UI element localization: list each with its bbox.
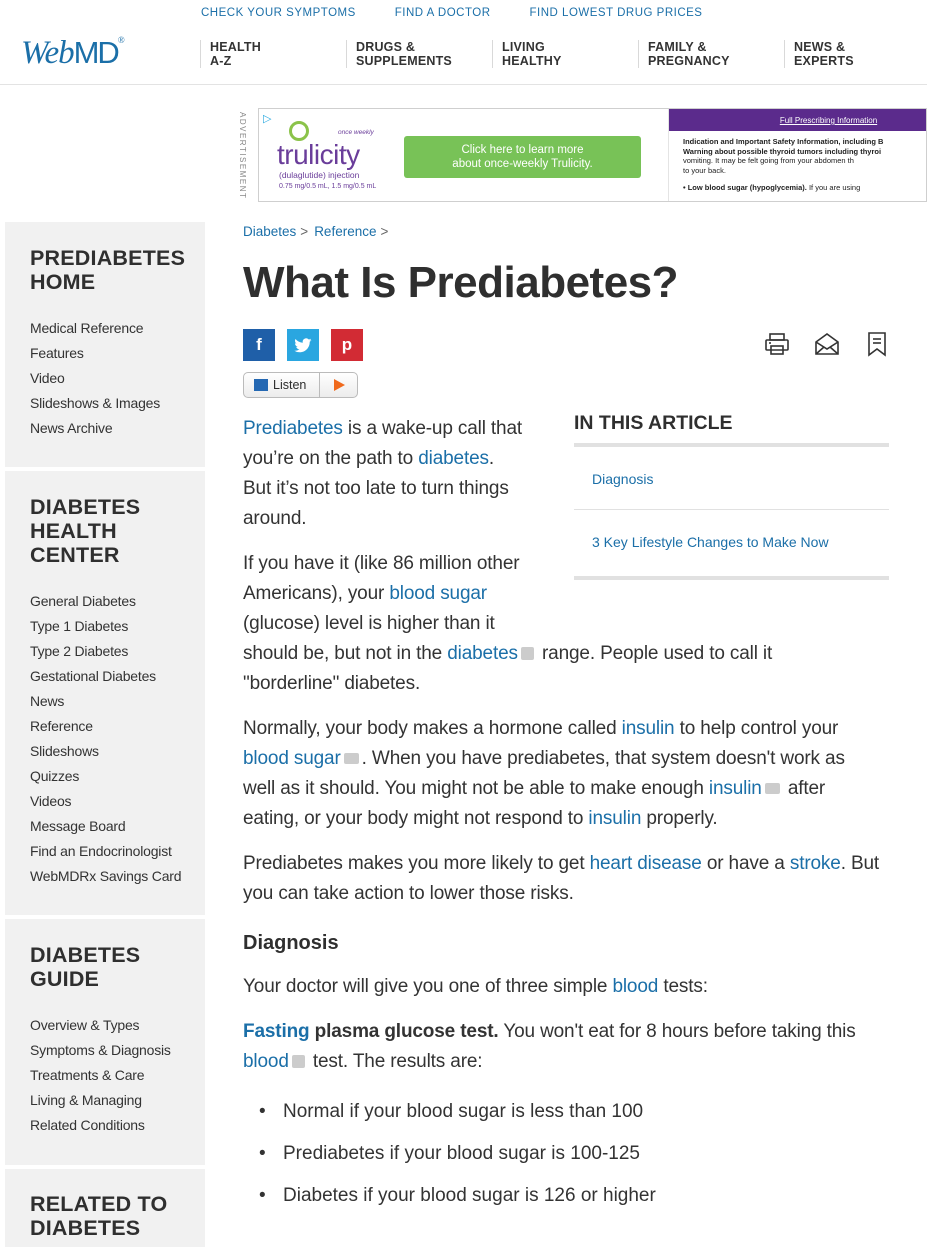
text: But it’s not too late to turn things — [243, 478, 509, 499]
toc-link-diagnosis[interactable]: Diagnosis — [574, 447, 889, 510]
ad-once-weekly: once weekly — [338, 129, 374, 136]
list-item — [262, 1101, 643, 1123]
sidebar-item-savings-card[interactable]: WebMDRx Savings Card — [30, 868, 182, 884]
adchoices-icon[interactable]: ▷ — [263, 113, 272, 125]
nav-family-pregnancy[interactable] — [638, 40, 784, 68]
webmd-logo[interactable] — [21, 35, 124, 72]
list-item — [262, 1143, 640, 1165]
sidebar-item-treatments-care[interactable]: Treatments & Care — [30, 1067, 145, 1083]
link-insulin[interactable]: insulin — [708, 778, 762, 799]
nav-label: LIVING — [502, 40, 545, 54]
link-blood-sugar[interactable]: blood sugar — [389, 583, 487, 604]
sidebar-heading[interactable]: DIABETES HEALTH CENTER — [30, 495, 141, 567]
isi-text — [669, 131, 927, 193]
sidebar-prediabetes-home — [5, 222, 205, 467]
link-heart-disease[interactable]: heart disease — [589, 853, 702, 874]
nav-health-az[interactable] — [200, 40, 346, 68]
nav-label: EXPERTS — [794, 54, 854, 68]
sidebar-heading[interactable]: DIABETES GUIDE — [30, 943, 141, 991]
play-icon[interactable] — [319, 373, 357, 397]
breadcrumb — [243, 224, 394, 239]
list-item — [262, 1185, 656, 1207]
trulicity-logo-ring-icon — [289, 121, 309, 141]
sidebar-item-overview-types[interactable]: Overview & Types — [30, 1017, 140, 1033]
sidebar-item-medical-reference[interactable]: Medical Reference — [30, 320, 144, 336]
isi-line: vomiting. It may be felt going from your abdomen th — [683, 156, 854, 165]
paragraph-insulin — [243, 714, 893, 834]
email-icon[interactable] — [813, 330, 840, 358]
ad-sub2: 0.75 mg/0.5 mL, 1.5 mg/0.5 mL — [279, 183, 377, 190]
text: you’re on the path to — [243, 448, 419, 469]
header-divider — [0, 84, 927, 85]
isi-low-bold: • Low blood sugar (hypoglycemia). — [683, 183, 807, 192]
bookmark-icon[interactable] — [863, 330, 890, 358]
text: properly. — [641, 808, 718, 829]
drug-prices-link[interactable]: FIND LOWEST DRUG PRICES — [529, 7, 703, 19]
sidebar-heading[interactable]: RELATED TO DIABETES — [30, 1192, 168, 1240]
twitter-share-icon[interactable] — [287, 329, 319, 361]
link-insulin[interactable]: insulin — [588, 808, 642, 829]
nav-label: HEALTH — [210, 40, 261, 54]
text: well as it should. You might not be able to make enough — [243, 778, 709, 799]
link-blood[interactable]: blood — [612, 976, 659, 997]
sidebar-item-reference[interactable]: Reference — [30, 718, 93, 734]
ad-brand: trulicity — [277, 139, 360, 170]
text: You won't eat for 8 hours before taking this — [498, 1021, 856, 1042]
text: or have a — [701, 853, 790, 874]
nav-label: SUPPLEMENTS — [356, 54, 452, 68]
text: is a wake-up call that — [342, 418, 523, 439]
ad-safety-info — [668, 109, 927, 202]
nav-label: DRUGS & — [356, 40, 416, 54]
check-icon — [292, 1055, 305, 1068]
sidebar-item-quizzes[interactable]: Quizzes — [30, 768, 80, 784]
nav-label: A-Z — [210, 54, 232, 68]
sidebar-diabetes-guide — [5, 919, 205, 1165]
text: "borderline" diabetes. — [243, 673, 421, 694]
speaker-icon — [254, 379, 268, 391]
camera-icon — [344, 753, 359, 764]
text: Your doctor will give you one of three simple — [243, 976, 613, 997]
breadcrumb-diabetes[interactable]: Diabetes — [243, 224, 297, 239]
utility-nav — [201, 7, 702, 19]
text: Americans), your — [243, 583, 390, 604]
facebook-share-icon[interactable]: f — [243, 329, 275, 361]
logo-md: MD — [73, 35, 118, 70]
text: to help control your — [674, 718, 839, 739]
sidebar-item-videos[interactable]: Videos — [30, 793, 72, 809]
link-blood-sugar[interactable]: blood sugar — [243, 748, 341, 769]
link-blood[interactable]: blood — [243, 1051, 289, 1072]
nav-living-healthy[interactable] — [492, 40, 638, 68]
breadcrumb-sep: > — [300, 224, 309, 239]
cta-line: about once-weekly Trulicity. — [452, 158, 593, 170]
sidebar-item-message-board[interactable]: Message Board — [30, 818, 126, 834]
text: . But — [840, 853, 880, 874]
text: . When you have prediabetes, that system doesn't work as — [361, 748, 845, 769]
logo-web: Web — [21, 35, 74, 71]
article-tools — [763, 330, 890, 358]
paragraph-risks — [243, 849, 903, 909]
sidebar-diabetes-health-center — [5, 471, 205, 915]
nav-label: FAMILY & — [648, 40, 707, 54]
text: If you have it (like 86 million other — [243, 553, 520, 574]
link-prediabetes[interactable]: Prediabetes — [243, 418, 343, 439]
text: test. The results are: — [307, 1051, 483, 1072]
sidebar-item-general-diabetes[interactable]: General Diabetes — [30, 593, 136, 609]
isi-line: to your back. — [683, 165, 726, 175]
ad-sub1: (dulaglutide) injection — [279, 170, 360, 180]
text: should be, but not in the — [243, 643, 448, 664]
cta-line: Click here to learn more — [461, 144, 584, 156]
toc-link-lifestyle-changes[interactable]: 3 Key Lifestyle Changes to Make Now — [574, 510, 889, 580]
pinterest-share-icon[interactable]: p — [331, 329, 363, 361]
text: . — [488, 448, 494, 469]
check-icon — [521, 647, 534, 660]
page-title: What Is Prediabetes? — [243, 258, 679, 307]
in-this-article-heading: IN THIS ARTICLE — [574, 412, 889, 447]
listen-label: Listen — [273, 378, 307, 392]
find-doctor-link[interactable]: FIND A DOCTOR — [394, 7, 491, 19]
list-item-text: Diabetes if your blood sugar is 126 or higher — [283, 1185, 656, 1206]
sidebar-item-slideshows-images[interactable]: Slideshows & Images — [30, 395, 161, 411]
link-diabetes[interactable]: diabetes — [418, 448, 489, 469]
list-item-text: Prediabetes if your blood sugar is 100-125 — [283, 1143, 641, 1164]
paragraph-tests — [243, 972, 893, 1002]
paragraph-blood-sugar — [243, 549, 893, 699]
ad-label: ADVERTISEMENT — [238, 112, 247, 200]
text: around. — [243, 508, 307, 529]
breadcrumb-reference[interactable]: Reference — [314, 224, 377, 239]
nav-label: NEWS & — [794, 40, 846, 54]
text: tests: — [658, 976, 708, 997]
sidebar-item-news[interactable]: News — [30, 693, 65, 709]
print-icon[interactable] — [763, 330, 790, 358]
camera-icon — [765, 783, 780, 794]
link-stroke[interactable]: stroke — [789, 853, 841, 874]
logo-tm: ® — [117, 35, 124, 45]
trulicity-ad-banner[interactable] — [258, 108, 927, 202]
isi-low-rest: If you are using — [806, 183, 861, 192]
sidebar-item-living-managing[interactable]: Living & Managing — [30, 1092, 142, 1108]
sidebar-item-type2[interactable]: Type 2 Diabetes — [30, 643, 129, 659]
sidebar-item-gestational[interactable]: Gestational Diabetes — [30, 668, 156, 684]
sidebar-item-find-endocrinologist[interactable]: Find an Endocrinologist — [30, 843, 172, 859]
ad-cta-button[interactable] — [404, 136, 641, 178]
link-insulin[interactable]: insulin — [621, 718, 675, 739]
sidebar-item-slideshows[interactable]: Slideshows — [30, 743, 99, 759]
nav-drugs-supplements[interactable] — [346, 40, 492, 68]
sidebar-item-type1[interactable]: Type 1 Diabetes — [30, 618, 129, 634]
isi-low — [683, 183, 927, 193]
sidebar-item-symptoms-diagnosis[interactable]: Symptoms & Diagnosis — [30, 1042, 171, 1058]
share-buttons — [243, 329, 363, 361]
sidebar-item-video[interactable]: Video — [30, 370, 65, 386]
main-nav — [200, 40, 927, 68]
text: eating, or your body might not respond to — [243, 808, 589, 829]
text: you can take action to lower those risks. — [243, 883, 574, 904]
text: Prediabetes makes you more likely to get — [243, 853, 590, 874]
prescribing-info-link[interactable]: Full Prescribing Information — [669, 109, 927, 131]
sidebar-item-features[interactable]: Features — [30, 345, 84, 361]
text: (glucose) level is higher than it — [243, 613, 495, 634]
text-bold: plasma glucose test. — [309, 1021, 499, 1042]
breadcrumb-sep: > — [380, 224, 389, 239]
diagnosis-heading: Diagnosis — [243, 932, 339, 954]
text: Normally, your body makes a hormone called — [243, 718, 622, 739]
sidebar-related-to-diabetes — [5, 1169, 205, 1247]
text: range. People used to call it — [536, 643, 773, 664]
check-symptoms-link[interactable]: CHECK YOUR SYMPTOMS — [201, 7, 356, 19]
listen-button[interactable] — [243, 372, 358, 398]
paragraph-fasting-test — [243, 1017, 903, 1077]
sidebar-item-related-conditions[interactable]: Related Conditions — [30, 1117, 145, 1133]
nav-label: HEALTHY — [502, 54, 562, 68]
paragraph-intro — [243, 414, 543, 534]
sidebar-item-news-archive[interactable]: News Archive — [30, 420, 113, 436]
nav-news-experts[interactable] — [784, 40, 927, 68]
isi-line: Indication and Important Safety Information, including B — [683, 137, 884, 146]
link-diabetes[interactable]: diabetes — [447, 643, 518, 664]
isi-line: Warning about possible thyroid tumors including thyroi — [683, 146, 882, 156]
link-fasting[interactable]: Fasting — [243, 1021, 310, 1042]
nav-label: PREGNANCY — [648, 54, 730, 68]
sidebar-heading[interactable]: PREDIABETES HOME — [30, 246, 186, 294]
list-item-text: Normal if your blood sugar is less than 100 — [283, 1101, 644, 1122]
text: after — [782, 778, 826, 799]
